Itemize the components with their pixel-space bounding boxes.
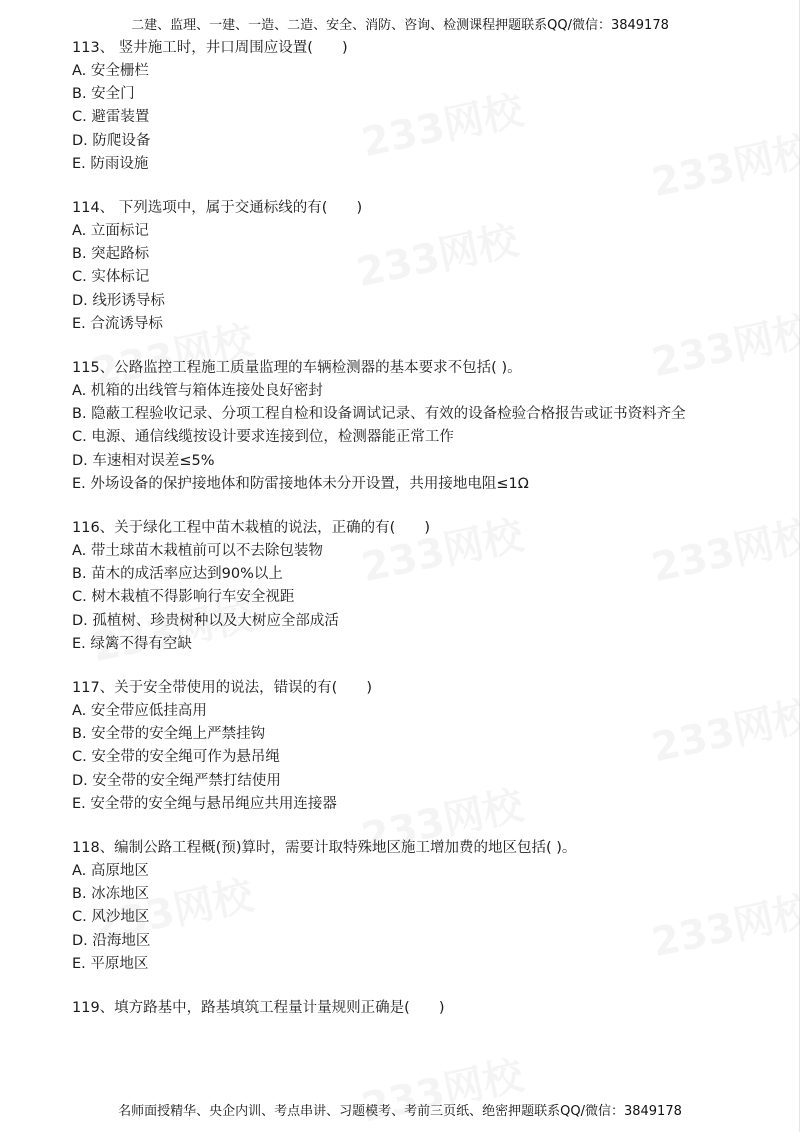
- option-d: D. 车速相对误差≤5%: [72, 452, 215, 469]
- question-117: [72, 676, 752, 816]
- option-b: B. 突起路标: [72, 246, 150, 263]
- option-list: [72, 380, 752, 496]
- option-list: [72, 220, 752, 336]
- question-text: 117、关于安全带使用的说法，错误的有( ): [72, 680, 372, 697]
- question-115: [72, 356, 752, 496]
- option-a: A. 高原地区: [72, 863, 149, 880]
- question-text: 115、公路监控工程施工质量监理的车辆检测器的基本要求不包括( )。: [72, 360, 522, 377]
- watermark-logo: [356, 1044, 528, 1133]
- option-d: D. 防爬设备: [72, 132, 151, 149]
- option-list: [72, 60, 752, 176]
- question-text: 114、 下列选项中，属于交通标线的有( ): [72, 200, 363, 217]
- page-header: 二建、监理、一建、一造、二造、安全、消防、咨询、检测课程押题联系QQ/微信：3849178: [131, 18, 669, 33]
- question-list: [72, 36, 752, 1040]
- question-text: 116、关于绿化工程中苗木栽植的说法，正确的有( ): [72, 520, 430, 537]
- question-text: 119、填方路基中，路基填筑工程量计量规则正确是( ): [72, 1000, 445, 1017]
- question-116: [72, 516, 752, 656]
- option-e: E. 安全带的安全绳与悬吊绳应共用连接器: [72, 795, 337, 812]
- option-d: D. 安全带的安全绳严禁打结使用: [72, 772, 281, 789]
- option-c: C. 风沙地区: [72, 909, 150, 926]
- option-a: A. 安全栅栏: [72, 63, 149, 79]
- option-a: A. 机箱的出线管与箱体连接处良好密封: [72, 383, 323, 400]
- option-list: [72, 860, 752, 976]
- option-a: A. 带土球苗木栽植前可以不去除包装物: [72, 543, 323, 560]
- option-a: A. 安全带应低挂高用: [72, 703, 207, 720]
- option-c: C. 树木栽植不得影响行车安全视距: [72, 589, 295, 606]
- option-c: C. 避雷装置: [72, 109, 150, 126]
- option-e: E. 防雨设施: [72, 155, 149, 172]
- option-e: E. 合流诱导标: [72, 315, 163, 332]
- option-c: C. 安全带的安全绳可作为悬吊绳: [72, 749, 280, 766]
- question-113: [72, 36, 752, 176]
- option-b: B. 安全门: [72, 86, 135, 103]
- option-b: B. 安全带的安全绳上严禁挂钩: [72, 726, 266, 743]
- option-c: C. 电源、通信线缆按设计要求连接到位，检测器能正常工作: [72, 429, 454, 446]
- option-b: B. 冰冻地区: [72, 886, 150, 903]
- question-114: [72, 196, 752, 336]
- option-d: D. 孤植树、珍贵树种以及大树应全部成活: [72, 612, 339, 629]
- option-e: E. 绿篱不得有空缺: [72, 635, 192, 652]
- option-b: B. 苗木的成活率应达到90%以上: [72, 566, 283, 583]
- option-b: B. 隐蔽工程验收记录、分项工程自检和设备调试记录、有效的设备检验合格报告或证书资料齐全: [72, 406, 686, 423]
- question-text: 118、编制公路工程概(预)算时，需要计取特殊地区施工增加费的地区包括( )。: [72, 840, 577, 857]
- option-e: E. 平原地区: [72, 955, 149, 972]
- option-d: D. 线形诱导标: [72, 292, 165, 309]
- page-footer: 名师面授精华、央企内训、考点串讲、习题模考、考前三页纸、绝密押题联系QQ/微信：3849178: [118, 1104, 682, 1119]
- option-list: [72, 700, 752, 816]
- question-118: [72, 836, 752, 976]
- option-d: D. 沿海地区: [72, 932, 151, 949]
- question-text: 113、 竖井施工时，井口周围应设置( ): [72, 40, 348, 56]
- option-e: E. 外场设备的保护接地体和防雷接地体未分开设置，共用接地电阻≤1Ω: [72, 475, 529, 492]
- option-c: C. 实体标记: [72, 269, 150, 286]
- option-list: [72, 540, 752, 656]
- question-119: [72, 996, 752, 1020]
- option-a: A. 立面标记: [72, 223, 149, 240]
